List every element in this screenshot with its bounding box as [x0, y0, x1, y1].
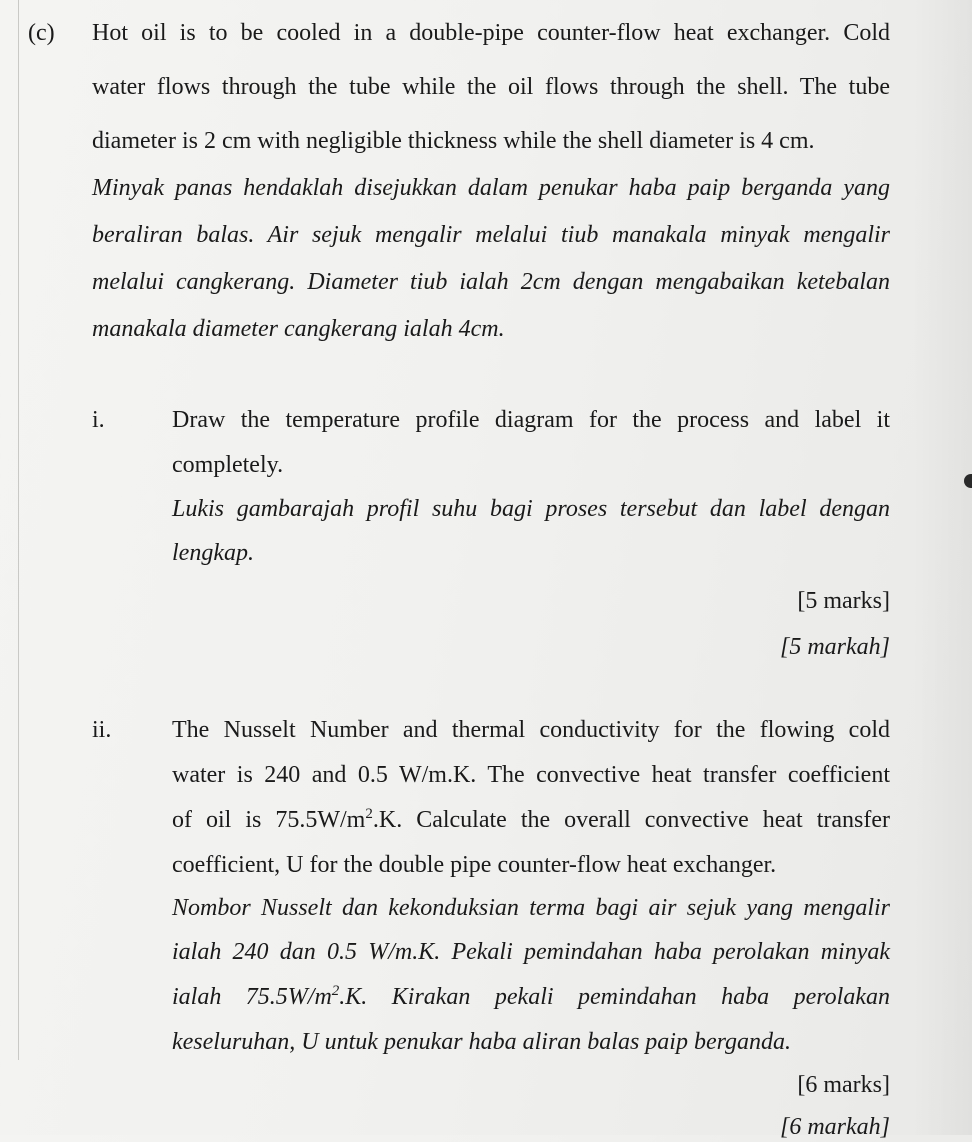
question-i-ms-line-1: Lukis gambarajah profil suhu bagi proses tersebut dan label dengan	[172, 496, 890, 522]
question-ii-en-line-1: The Nusselt Number and thermal conductivity for the flowing cold	[172, 717, 890, 743]
question-ii-ms-line-2: ialah 240 dan 0.5 W/m.K. Pekali pemindahan haba perolakan minyak	[172, 939, 890, 965]
question-ii-label: ii.	[92, 717, 112, 743]
question-ii-ms-line-3-prefix: ialah	[172, 984, 246, 1010]
oil-coefficient-value-ms: 75.5W/m	[245, 984, 332, 1010]
intro-ms-line-3: melalui cangkerang. Diameter tiub ialah 2cm dengan mengabaikan ketebalan	[92, 269, 890, 295]
oil-coefficient-value: 75.5W/m	[275, 807, 366, 833]
question-i-marks-en: [5 marks]	[797, 588, 890, 614]
intro-en-line-2: water flows through the tube while the oil flows through the shell. The tube	[92, 74, 890, 100]
intro-en-line-1: Hot oil is to be cooled in a double-pipe counter-flow heat exchanger. Cold	[92, 20, 890, 46]
page-edge	[18, 0, 19, 1060]
question-ii-en-line-4: coefficient, U for the double pipe counter-flow heat exchanger.	[172, 852, 777, 878]
question-ii-en-line-3-prefix: of oil is	[172, 807, 276, 833]
question-ii-ms-line-1: Nombor Nusselt dan kekonduksian terma bagi air sejuk yang mengalir	[172, 895, 890, 921]
part-label: (c)	[28, 20, 55, 46]
intro-ms-line-1: Minyak panas hendaklah disejukkan dalam penukar haba paip berganda yang	[92, 175, 890, 201]
intro-ms-line-4: manakala diameter cangkerang ialah 4cm.	[92, 316, 505, 342]
question-ii-ms-line-3-suffix: .K. Kirakan pekali pemindahan haba perolakan	[339, 984, 890, 1010]
question-i-label: i.	[92, 407, 105, 433]
intro-ms-line-2: beraliran balas. Air sejuk mengalir melalui tiub manakala minyak mengalir	[92, 222, 890, 248]
oil-coefficient-exponent-ms: 2	[331, 983, 340, 999]
page-shadow	[912, 0, 972, 1135]
question-i-en-line-2: completely.	[172, 452, 284, 478]
question-ii-ms-line-4: keseluruhan, U untuk penukar haba aliran balas paip berganda.	[172, 1029, 792, 1055]
question-ii-en-line-3	[172, 805, 890, 835]
question-ii-en-line-2: water is 240 and 0.5 W/m.K. The convective heat transfer coefficient	[172, 762, 890, 788]
question-i-ms-line-2: lengkap.	[172, 540, 254, 566]
intro-en-line-3: diameter is 2 cm with negligible thickness while the shell diameter is 4 cm.	[92, 128, 815, 154]
question-i-en-line-1: Draw the temperature profile diagram for the process and label it	[172, 407, 890, 433]
binding-mark	[964, 474, 972, 488]
question-ii-ms-line-3	[172, 982, 890, 1012]
question-i-marks-ms: [5 markah]	[779, 634, 890, 660]
question-ii-marks-en: [6 marks]	[797, 1072, 890, 1098]
question-ii-en-line-3-suffix: .K. Calculate the overall convective heat transfer	[372, 807, 890, 833]
question-ii-marks-ms: [6 markah]	[779, 1114, 890, 1140]
oil-coefficient-exponent: 2	[365, 806, 373, 822]
